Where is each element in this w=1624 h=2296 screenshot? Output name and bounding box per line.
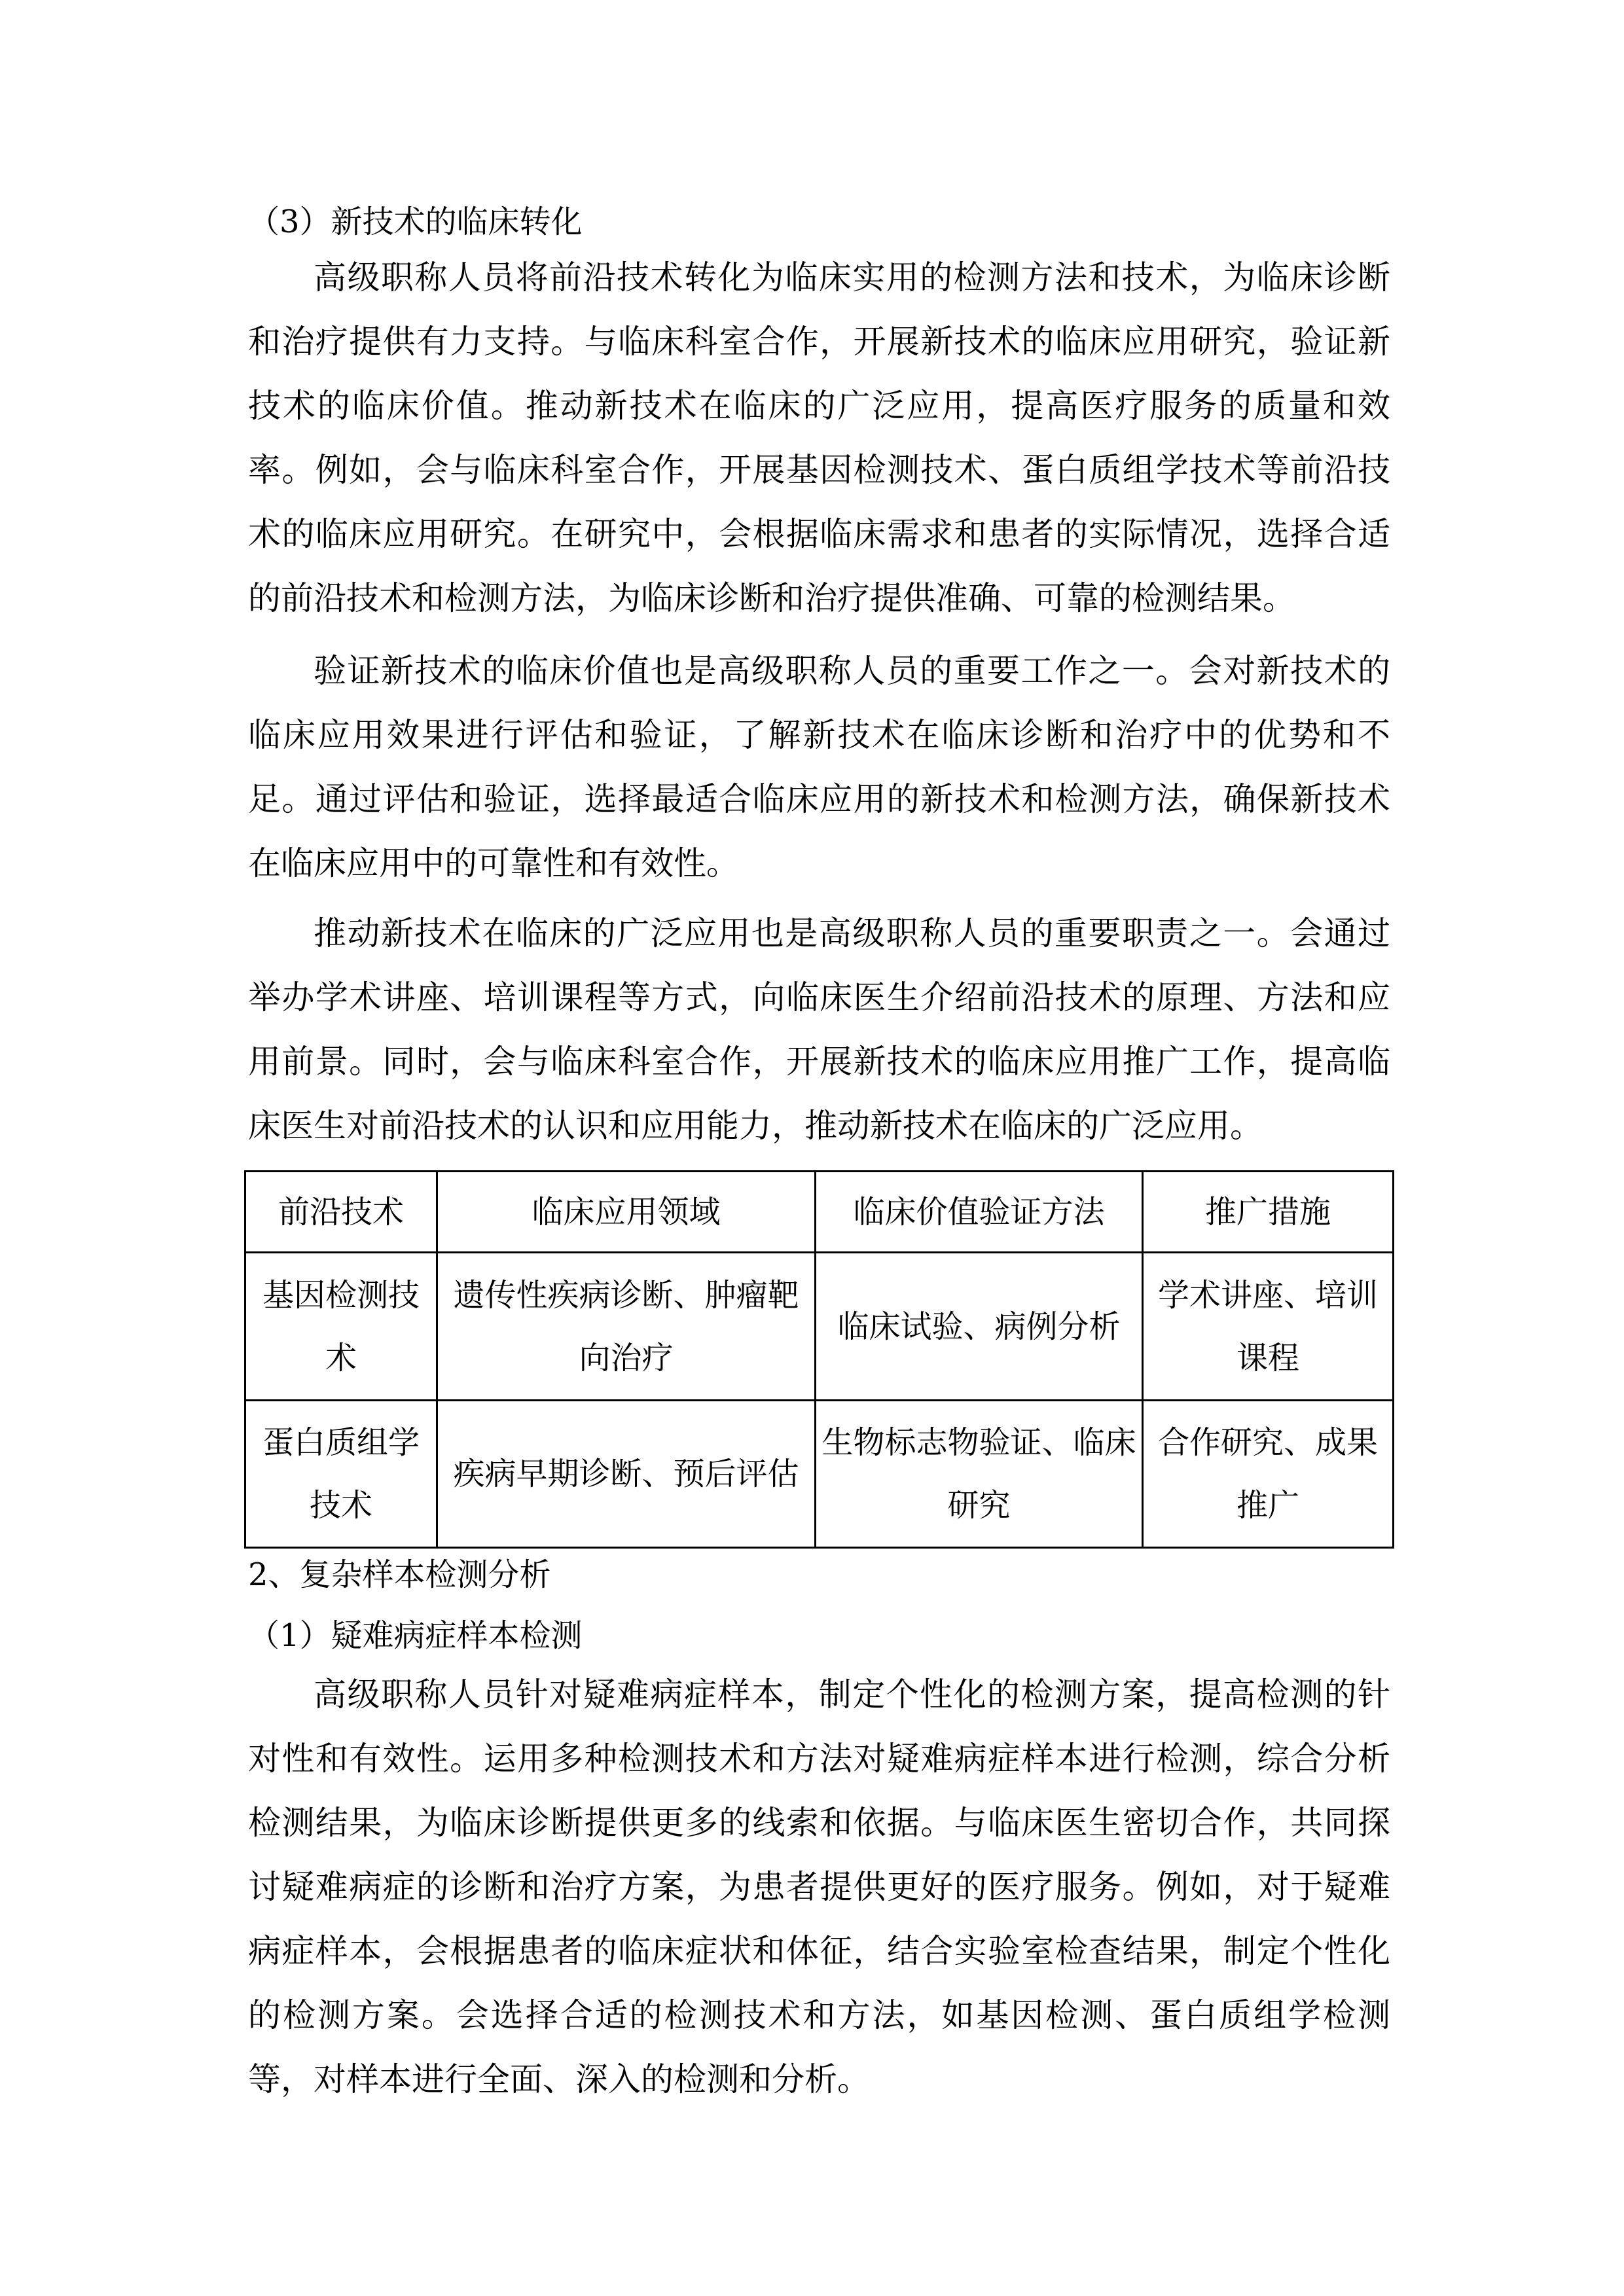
table-header-row bbox=[245, 1172, 1394, 1253]
text-line: 高级职称人员针对疑难病症样本，制定个性化的检测方案，提高检测的针 bbox=[314, 1676, 1390, 1713]
paragraph-2 bbox=[248, 639, 1390, 895]
table-cell: 学术讲座、培训课程 bbox=[1143, 1253, 1394, 1401]
text-line: 验证新技术的临床价值也是高级职称人员的重要工作之一。会对新技术的 bbox=[314, 652, 1390, 690]
table-cell: 基因检测技术 bbox=[245, 1253, 437, 1401]
text-line: 讨疑难病症的诊断和治疗方案，为患者提供更好的医疗服务。例如，对于疑难 bbox=[248, 1868, 1390, 1906]
text-line: 推动新技术在临床的广泛应用也是高级职称人员的重要职责之一。会通过 bbox=[314, 914, 1390, 952]
table-header-cell: 前沿技术 bbox=[245, 1172, 437, 1253]
text-line: 的检测方案。会选择合适的检测技术和方法，如基因检测、蛋白质组学检测 bbox=[248, 1996, 1390, 2034]
text-line: 足。通过评估和验证，选择最适合临床应用的新技术和检测方法，确保新技术 bbox=[248, 780, 1390, 818]
table-cell: 临床试验、病例分析 bbox=[816, 1253, 1143, 1401]
text-line: 高级职称人员将前沿技术转化为临床实用的检测方法和技术，为临床诊断 bbox=[314, 259, 1390, 296]
text-line: 对性和有效性。运用多种检测技术和方法对疑难病症样本进行检测，综合分析 bbox=[248, 1740, 1390, 1778]
table-cell: 蛋白质组学技术 bbox=[245, 1401, 437, 1548]
table-row bbox=[245, 1253, 1394, 1401]
text-line: 和治疗提供有力支持。与临床科室合作，开展新技术的临床应用研究，验证新 bbox=[248, 323, 1390, 361]
text-line: 病症样本，会根据患者的临床症状和体征，结合实验室检查结果，制定个性化 bbox=[248, 1932, 1390, 1970]
text-line: 临床应用效果进行评估和验证，了解新技术在临床诊断和治疗中的优势和不 bbox=[248, 716, 1390, 754]
table-row bbox=[245, 1401, 1394, 1548]
paragraph-1 bbox=[248, 245, 1390, 630]
text-line: 术的临床应用研究。在研究中，会根据临床需求和患者的实际情况，选择合适 bbox=[248, 515, 1390, 553]
text-line: 率。例如，会与临床科室合作，开展基因检测技术、蛋白质组学技术等前沿技 bbox=[248, 451, 1390, 489]
section-heading-2: 2、复杂样本检测分析 bbox=[248, 1556, 551, 1593]
text-line: 在临床应用中的可靠性和有效性。 bbox=[248, 844, 739, 882]
paragraph-4 bbox=[248, 1662, 1390, 2111]
table-header-cell: 临床应用领域 bbox=[437, 1172, 816, 1253]
text-line: 床医生对前沿技术的认识和应用能力，推动新技术在临床的广泛应用。 bbox=[248, 1107, 1263, 1145]
table-header-cell: 临床价值验证方法 bbox=[816, 1172, 1143, 1253]
technology-table bbox=[244, 1170, 1394, 1549]
text-line: 的前沿技术和检测方法，为临床诊断和治疗提供准确、可靠的检测结果。 bbox=[248, 579, 1295, 617]
table-header-cell: 推广措施 bbox=[1143, 1172, 1394, 1253]
table-cell: 合作研究、成果推广 bbox=[1143, 1401, 1394, 1548]
text-line: 举办学术讲座、培训课程等方式，向临床医生介绍前沿技术的原理、方法和应 bbox=[248, 978, 1390, 1016]
paragraph-3 bbox=[248, 901, 1390, 1158]
table-cell: 疾病早期诊断、预后评估 bbox=[437, 1401, 816, 1548]
text-line: 用前景。同时，会与临床科室合作，开展新技术的临床应用推广工作，提高临 bbox=[248, 1043, 1390, 1081]
table-cell: 遗传性疾病诊断、肿瘤靶向治疗 bbox=[437, 1253, 816, 1401]
text-line: 检测结果，为临床诊断提供更多的线索和依据。与临床医生密切合作，共同探 bbox=[248, 1804, 1390, 1842]
section-heading-3: （3）新技术的临床转化 bbox=[248, 204, 583, 240]
text-line: 等，对样本进行全面、深入的检测和分析。 bbox=[248, 2060, 870, 2098]
text-line: 技术的临床价值。推动新技术在临床的广泛应用，提高医疗服务的质量和效 bbox=[248, 387, 1390, 425]
section-heading-2-1: （1）疑难病症样本检测 bbox=[248, 1617, 583, 1654]
table-cell: 生物标志物验证、临床研究 bbox=[816, 1401, 1143, 1548]
